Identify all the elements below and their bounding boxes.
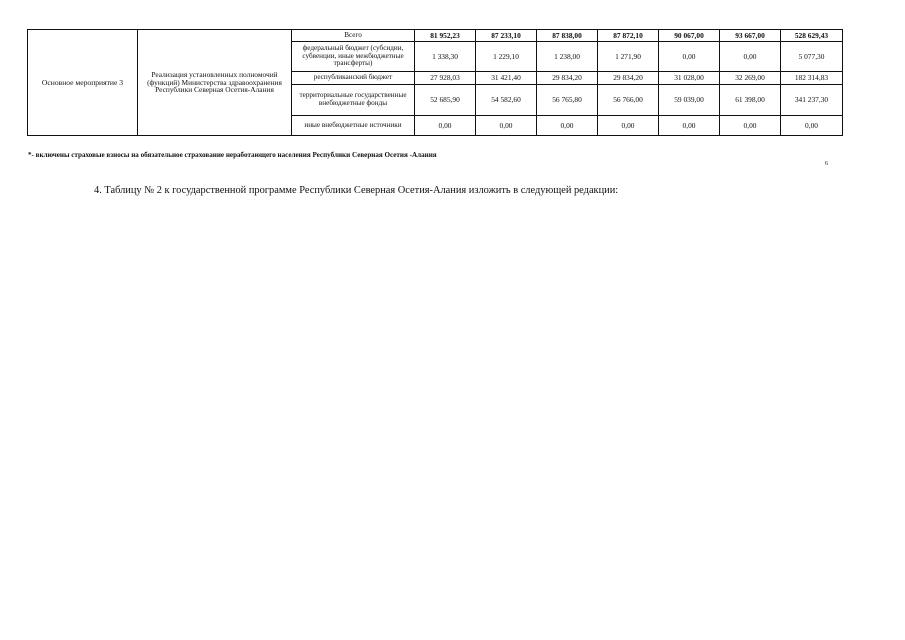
value-cell: 5 077,30 [781, 42, 843, 72]
value-cell: 528 629,43 [781, 30, 843, 42]
value-cell: 52 685,90 [415, 85, 476, 116]
value-cell: 29 834,20 [598, 72, 659, 85]
value-cell: 87 872,10 [598, 30, 659, 42]
value-cell: 87 838,00 [537, 30, 598, 42]
value-cell: 56 765,80 [537, 85, 598, 116]
value-cell: 90 067,00 [659, 30, 720, 42]
value-cell: 0,00 [659, 116, 720, 136]
value-cell: 1 238,00 [537, 42, 598, 72]
funding-source-cell: федеральный бюджет (субсидии, субвенции, иные межбюджетные трансферты) [292, 42, 415, 72]
funding-source-cell: территориальные государственные внебюджетные фонды [292, 85, 415, 116]
funding-source-cell: республиканский бюджет [292, 72, 415, 85]
value-cell: 59 039,00 [659, 85, 720, 116]
value-cell: 0,00 [720, 116, 781, 136]
value-cell: 1 271,90 [598, 42, 659, 72]
event-label-cell: Основное мероприятие 3 [28, 30, 138, 136]
value-cell: 31 421,40 [476, 72, 537, 85]
value-cell: 87 233,10 [476, 30, 537, 42]
value-cell: 0,00 [476, 116, 537, 136]
value-cell: 81 952,23 [415, 30, 476, 42]
page-number: 6 [825, 161, 828, 167]
value-cell: 0,00 [781, 116, 843, 136]
value-cell: 0,00 [598, 116, 659, 136]
value-cell: 1 229,10 [476, 42, 537, 72]
value-cell: 0,00 [720, 42, 781, 72]
instruction-paragraph: 4. Таблицу № 2 к государственной программе Республики Северная Осетия-Алания изложить в следующей редакции: [94, 185, 619, 196]
budget-table [27, 29, 843, 136]
value-cell: 56 766,00 [598, 85, 659, 116]
table-row [28, 30, 843, 42]
value-cell: 93 667,00 [720, 30, 781, 42]
value-cell: 54 582,60 [476, 85, 537, 116]
value-cell: 31 028,00 [659, 72, 720, 85]
event-name-cell: Реализация установленных полномочий (функций) Министерства здравоохранения Республики Северная Осетия-Алания [138, 30, 292, 136]
value-cell: 0,00 [415, 116, 476, 136]
value-cell: 182 314,83 [781, 72, 843, 85]
value-cell: 29 834,20 [537, 72, 598, 85]
value-cell: 32 269,00 [720, 72, 781, 85]
value-cell: 0,00 [537, 116, 598, 136]
value-cell: 341 237,30 [781, 85, 843, 116]
funding-source-cell: иные внебюджетные источники [292, 116, 415, 136]
value-cell: 0,00 [659, 42, 720, 72]
value-cell: 1 338,30 [415, 42, 476, 72]
value-cell: 27 928,03 [415, 72, 476, 85]
footnote: *- включены страховые взносы на обязательное страхование неработающего населения Республики Северная Осетия -Алания [28, 151, 437, 159]
funding-source-cell: Всего [292, 30, 415, 42]
value-cell: 61 398,00 [720, 85, 781, 116]
